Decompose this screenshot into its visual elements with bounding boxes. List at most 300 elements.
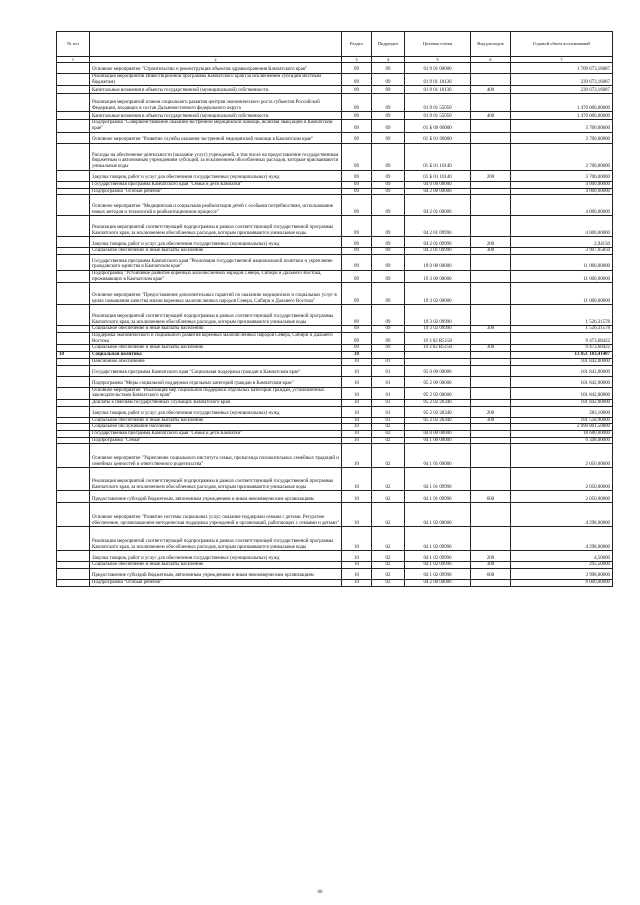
row-number bbox=[57, 333, 90, 345]
row-amount: 1 470 000,00000 bbox=[511, 94, 613, 112]
row-number bbox=[57, 580, 90, 587]
table-row bbox=[57, 248, 613, 255]
table-row bbox=[57, 376, 613, 387]
row-name: Социальное обеспечение и иные выплаты населению bbox=[90, 248, 342, 255]
row-number bbox=[57, 132, 90, 143]
row-amount: 295,50000 bbox=[511, 562, 613, 569]
page-number: 66 bbox=[317, 890, 323, 895]
row-target-article: 04 2 01 09990 bbox=[405, 248, 471, 255]
row-name: Основное мероприятие "Предоставление дополнительных гарантий по оказанию медицинских и социальных услуг в целях повышения качества жизни коренных малочисленных народов Севера, Сибири и Дальнего Востока" bbox=[90, 283, 342, 305]
row-expense-type bbox=[471, 580, 511, 587]
row-target-article: 19 3 02 R5150 bbox=[405, 333, 471, 345]
row-name: Реализация мероприятий соответствующей подпрограммы в рамках соответствующей государственной программы Камчатского края, за исключением обособленных расходов, которым присваиваются уникальные коды bbox=[90, 216, 342, 237]
row-name: Социальное обеспечение и иные выплаты населению bbox=[90, 562, 342, 569]
row-name: Предоставление субсидий бюджетным, автономным учреждениям и иным некоммерческим организациям bbox=[90, 569, 342, 580]
row-amount: 4 000,00000 bbox=[511, 216, 613, 237]
row-section: 10 bbox=[342, 387, 372, 399]
header-target: Целевая статья bbox=[405, 32, 471, 57]
row-amount: 18 680,00000 bbox=[511, 431, 613, 438]
row-number bbox=[57, 170, 90, 181]
table-row bbox=[57, 143, 613, 170]
table-row bbox=[57, 132, 613, 143]
table-row bbox=[57, 74, 613, 86]
row-expense-type bbox=[471, 94, 511, 112]
row-expense-type bbox=[471, 254, 511, 270]
row-name: Подпрограмма "Меры социальной поддержки отдельных категорий граждан в Камчатском крае" bbox=[90, 376, 342, 387]
table-row bbox=[57, 120, 613, 132]
row-name: Реализация мероприятий планов социального развития центров экономического роста субъектов Российской Федерации, входящих в состав Дальневосточного федерального округа bbox=[90, 94, 342, 112]
row-name: Закупка товаров, работ и услуг для обеспечения государственных (муниципальных) нужд bbox=[90, 406, 342, 417]
row-expense-type bbox=[471, 270, 511, 282]
row-target-article: 04 1 01 09990 bbox=[405, 468, 471, 491]
row-number bbox=[57, 94, 90, 112]
row-expense-type bbox=[471, 188, 511, 195]
row-amount: 11 000,00000 bbox=[511, 283, 613, 305]
row-section: 09 bbox=[342, 181, 372, 188]
header-expense-type: Вид расходов bbox=[471, 32, 511, 57]
row-section: 10 bbox=[342, 358, 372, 365]
column-number: 3 bbox=[342, 57, 372, 63]
row-target-article: 04 1 02 00000 bbox=[405, 503, 471, 527]
row-section: 09 bbox=[342, 132, 372, 143]
row-subsection: 02 bbox=[372, 437, 405, 444]
row-number bbox=[57, 431, 90, 438]
row-name: Капитальные вложения в объекты государственной (муниципальной) собственности bbox=[90, 86, 342, 94]
row-number bbox=[57, 305, 90, 326]
row-expense-type bbox=[471, 143, 511, 170]
row-name: Реализация мероприятий соответствующей подпрограммы в рамках соответствующей государственной программы Камчатского края, за исключением обособленных расходов, которым присваиваются уникальные коды bbox=[90, 305, 342, 326]
row-expense-type bbox=[471, 283, 511, 305]
row-name: Подпрограмма "Совершенствование оказания экстренной медицинской помощи, включая эвакуацию в Камчатском крае" bbox=[90, 120, 342, 132]
column-number: 6 bbox=[471, 57, 511, 63]
row-subsection: 01 bbox=[372, 365, 405, 376]
row-target-article: 01 9 01 55050 bbox=[405, 112, 471, 120]
row-name: Основное мероприятие "Медицинская и социальная реабилитация детей с особыми потребностями, использование новых методов и технологий в реабилитационном процессе" bbox=[90, 195, 342, 216]
row-number bbox=[57, 237, 90, 248]
table-row bbox=[57, 437, 613, 444]
row-section: 10 bbox=[342, 417, 372, 424]
row-expense-type: 200 bbox=[471, 406, 511, 417]
table-row bbox=[57, 86, 613, 94]
row-expense-type: 400 bbox=[471, 86, 511, 94]
row-expense-type bbox=[471, 181, 511, 188]
column-number: 2 bbox=[90, 57, 342, 63]
row-amount: 4,50000 bbox=[511, 551, 613, 562]
table-row bbox=[57, 358, 613, 365]
row-name: Поддержка экономического и социального развития коренных малочисленных народов Севера, Сибири и Дальнего Востока bbox=[90, 333, 342, 345]
table-row bbox=[57, 181, 613, 188]
row-amount: 2 050,00000 bbox=[511, 468, 613, 491]
row-expense-type bbox=[471, 352, 511, 359]
row-subsection: 09 bbox=[372, 345, 405, 352]
row-amount: 6 000,00000 bbox=[511, 580, 613, 587]
row-subsection: 02 bbox=[372, 424, 405, 431]
row-expense-type bbox=[471, 305, 511, 326]
row-number bbox=[57, 376, 90, 387]
row-target-article: 04 1 01 09990 bbox=[405, 491, 471, 503]
row-section: 09 bbox=[342, 326, 372, 333]
row-amount: 2 050,00000 bbox=[511, 444, 613, 468]
row-name: Государственная программа Камчатского края "Семья и дети Камчатки" bbox=[90, 181, 342, 188]
row-expense-type bbox=[471, 120, 511, 132]
row-number: 10 bbox=[57, 352, 90, 359]
table-row bbox=[57, 527, 613, 551]
row-target-article: 19 0 00 00000 bbox=[405, 254, 471, 270]
table-row bbox=[57, 170, 613, 181]
row-subsection: 09 bbox=[372, 63, 405, 74]
row-target-article: 04 2 01 09990 bbox=[405, 237, 471, 248]
row-subsection: 09 bbox=[372, 94, 405, 112]
row-subsection: 09 bbox=[372, 248, 405, 255]
row-expense-type: 300 bbox=[471, 326, 511, 333]
row-number bbox=[57, 195, 90, 216]
row-section: 09 bbox=[342, 188, 372, 195]
row-name: Основное мероприятие "Реализация мер социальной поддержки отдельных категорий граждан, установленных законодательством Камчатского края" bbox=[90, 387, 342, 399]
row-target-article: 19 3 02 09990 bbox=[405, 326, 471, 333]
row-section: 09 bbox=[342, 94, 372, 112]
row-section: 10 bbox=[342, 468, 372, 491]
row-amount: 11 000,00000 bbox=[511, 254, 613, 270]
row-amount: 3 997,05850 bbox=[511, 248, 613, 255]
row-expense-type: 200 bbox=[471, 237, 511, 248]
row-amount: 3 700,00000 bbox=[511, 132, 613, 143]
row-section: 10 bbox=[342, 562, 372, 569]
row-expense-type bbox=[471, 437, 511, 444]
row-amount: 9 473,68422 bbox=[511, 333, 613, 345]
table-row bbox=[57, 326, 613, 333]
row-expense-type bbox=[471, 358, 511, 365]
row-target-article: 05 2 02 00000 bbox=[405, 387, 471, 399]
row-number bbox=[57, 387, 90, 399]
row-subsection: 09 bbox=[372, 86, 405, 94]
row-subsection: 02 bbox=[372, 491, 405, 503]
row-subsection: 01 bbox=[372, 399, 405, 406]
row-subsection: 09 bbox=[372, 120, 405, 132]
row-subsection: 02 bbox=[372, 551, 405, 562]
row-target-article: 01 Б 01 10140 bbox=[405, 143, 471, 170]
table-row bbox=[57, 417, 613, 424]
row-expense-type bbox=[471, 444, 511, 468]
table-row bbox=[57, 580, 613, 587]
row-target-article: 04 1 02 09990 bbox=[405, 569, 471, 580]
table-row bbox=[57, 491, 613, 503]
row-expense-type bbox=[471, 365, 511, 376]
row-expense-type: 200 bbox=[471, 551, 511, 562]
row-target-article: 01 9 01 00000 bbox=[405, 63, 471, 74]
row-subsection: 09 bbox=[372, 305, 405, 326]
row-expense-type bbox=[471, 503, 511, 527]
row-section: 10 bbox=[342, 503, 372, 527]
row-amount: 9 473,68422 bbox=[511, 345, 613, 352]
row-subsection: 01 bbox=[372, 387, 405, 399]
table-row bbox=[57, 188, 613, 195]
row-amount: 2 090 801,50800 bbox=[511, 424, 613, 431]
row-target-article: 01 9 01 55050 bbox=[405, 94, 471, 112]
row-number bbox=[57, 491, 90, 503]
row-number bbox=[57, 143, 90, 170]
row-section: 09 bbox=[342, 120, 372, 132]
row-amount: 4 000,00000 bbox=[511, 181, 613, 188]
row-number bbox=[57, 527, 90, 551]
row-section: 09 bbox=[342, 283, 372, 305]
row-number bbox=[57, 188, 90, 195]
row-amount: 2,94150 bbox=[511, 237, 613, 248]
row-subsection: 09 bbox=[372, 270, 405, 282]
row-name: Социальное обеспечение и иные выплаты населению bbox=[90, 326, 342, 333]
row-number bbox=[57, 406, 90, 417]
row-subsection: 02 bbox=[372, 562, 405, 569]
header-number: № п/п bbox=[57, 32, 90, 57]
row-expense-type bbox=[471, 387, 511, 399]
row-section: 10 bbox=[342, 437, 372, 444]
table-row bbox=[57, 406, 613, 417]
row-amount: 1 526,31578 bbox=[511, 305, 613, 326]
row-target-article: 01 9 01 10130 bbox=[405, 74, 471, 86]
row-name: Реализация мероприятий соответствующей подпрограммы в рамках соответствующей государственной программы Камчатского края, за исключением обособленных расходов, которым присваиваются уникальные коды bbox=[90, 468, 342, 491]
row-name: Подпрограмма "Устойчивое развитие коренных малочисленных народов Севера, Сибири и Дальнего Востока, проживающих в Камчатском крае" bbox=[90, 270, 342, 282]
header-subsection: Подраздел bbox=[372, 32, 405, 57]
row-amount: 101 842,00000 bbox=[511, 399, 613, 406]
row-subsection: 09 bbox=[372, 333, 405, 345]
row-name: Социальное обслуживание населения bbox=[90, 424, 342, 431]
row-section: 10 bbox=[342, 352, 372, 359]
row-number bbox=[57, 551, 90, 562]
table-row bbox=[57, 237, 613, 248]
row-name: Расходы на обеспечение деятельности (оказание услуг) учреждений, в том числе на предоставление государственным бюджетным и автономным учреждениям субсидий, за исключением обособленных расходов, которым присваиваются уникальные коды bbox=[90, 143, 342, 170]
table-row bbox=[57, 431, 613, 438]
row-subsection: 09 bbox=[372, 112, 405, 120]
row-target-article: 05 2 00 00000 bbox=[405, 376, 471, 387]
row-expense-type bbox=[471, 74, 511, 86]
header-name bbox=[90, 32, 342, 57]
row-name: Закупка товаров, работ и услуг для обеспечения государственных (муниципальных) нужд bbox=[90, 237, 342, 248]
row-amount: 2 050,00000 bbox=[511, 491, 613, 503]
row-target-article: 04 1 02 09990 bbox=[405, 527, 471, 551]
row-name: Государственная программа Камчатского края "Реализация государственной национальной политики и укрепление гражданского единства в Камчатском крае" bbox=[90, 254, 342, 270]
row-number bbox=[57, 86, 90, 94]
row-subsection: 09 bbox=[372, 143, 405, 170]
row-amount: 239 673,16087 bbox=[511, 86, 613, 94]
row-target-article: 04 1 00 00000 bbox=[405, 437, 471, 444]
row-expense-type: 600 bbox=[471, 569, 511, 580]
table-row bbox=[57, 216, 613, 237]
row-amount: 3 998,00000 bbox=[511, 569, 613, 580]
row-number bbox=[57, 248, 90, 255]
row-target-article: 05 2 02 20340 bbox=[405, 399, 471, 406]
row-expense-type: 300 bbox=[471, 562, 511, 569]
row-section: 09 bbox=[342, 170, 372, 181]
row-number bbox=[57, 437, 90, 444]
row-expense-type bbox=[471, 63, 511, 74]
table-row bbox=[57, 63, 613, 74]
row-subsection: 01 bbox=[372, 417, 405, 424]
row-expense-type bbox=[471, 399, 511, 406]
row-target-article: 04 0 00 00000 bbox=[405, 181, 471, 188]
row-section: 09 bbox=[342, 195, 372, 216]
table-row bbox=[57, 444, 613, 468]
table-row bbox=[57, 569, 613, 580]
row-target-article: 01 Б 01 00000 bbox=[405, 132, 471, 143]
row-target-article bbox=[405, 424, 471, 431]
table-row bbox=[57, 551, 613, 562]
row-section: 10 bbox=[342, 365, 372, 376]
column-number: 4 bbox=[372, 57, 405, 63]
row-subsection: 09 bbox=[372, 170, 405, 181]
row-target-article: 01 Б 00 00000 bbox=[405, 120, 471, 132]
row-section: 09 bbox=[342, 305, 372, 326]
row-number bbox=[57, 74, 90, 86]
row-amount: 4 298,00000 bbox=[511, 503, 613, 527]
row-expense-type bbox=[471, 216, 511, 237]
row-expense-type bbox=[471, 424, 511, 431]
table-row bbox=[57, 387, 613, 399]
table-row bbox=[57, 195, 613, 216]
row-number bbox=[57, 562, 90, 569]
row-target-article: 04 2 00 00000 bbox=[405, 580, 471, 587]
table-row bbox=[57, 254, 613, 270]
row-name: Пенсионное обеспечение bbox=[90, 358, 342, 365]
header-section: Раздел bbox=[342, 32, 372, 57]
row-subsection: 02 bbox=[372, 580, 405, 587]
row-subsection: 09 bbox=[372, 188, 405, 195]
row-amount: 3 700,00000 bbox=[511, 120, 613, 132]
row-number bbox=[57, 424, 90, 431]
row-target-article: 05 2 02 20340 bbox=[405, 406, 471, 417]
row-subsection bbox=[372, 352, 405, 359]
header-amount: Годовой объем ассигнований bbox=[511, 32, 613, 57]
row-amount: 11 000,00000 bbox=[511, 270, 613, 282]
row-section: 10 bbox=[342, 376, 372, 387]
row-subsection: 09 bbox=[372, 195, 405, 216]
row-number bbox=[57, 112, 90, 120]
row-section: 10 bbox=[342, 491, 372, 503]
row-subsection: 09 bbox=[372, 326, 405, 333]
row-subsection: 09 bbox=[372, 216, 405, 237]
row-target-article bbox=[405, 352, 471, 359]
row-subsection: 02 bbox=[372, 468, 405, 491]
row-section: 10 bbox=[342, 580, 372, 587]
row-target-article: 04 1 02 09990 bbox=[405, 551, 471, 562]
row-amount: 239 673,16087 bbox=[511, 74, 613, 86]
table-row bbox=[57, 270, 613, 282]
row-number bbox=[57, 358, 90, 365]
row-number bbox=[57, 254, 90, 270]
row-name: Реализация мероприятий Инвестиционной программы Камчатского края (за исключением субсидий местным бюджетам) bbox=[90, 74, 342, 86]
row-expense-type: 300 bbox=[471, 248, 511, 255]
row-number bbox=[57, 399, 90, 406]
row-amount: 101 842,00000 bbox=[511, 387, 613, 399]
row-target-article: 04 2 01 00000 bbox=[405, 195, 471, 216]
table-row bbox=[57, 424, 613, 431]
row-target-article: 04 0 00 00000 bbox=[405, 431, 471, 438]
row-section: 09 bbox=[342, 74, 372, 86]
row-subsection: 09 bbox=[372, 132, 405, 143]
row-expense-type bbox=[471, 333, 511, 345]
row-target-article: 01 Б 01 10140 bbox=[405, 170, 471, 181]
row-amount: 3 700,00000 bbox=[511, 170, 613, 181]
row-section: 10 bbox=[342, 551, 372, 562]
budget-sheet bbox=[56, 31, 612, 587]
row-amount: 4 298,00000 bbox=[511, 527, 613, 551]
row-section: 10 bbox=[342, 431, 372, 438]
column-number: 1 bbox=[57, 57, 90, 63]
row-target-article: 19 3 02 00000 bbox=[405, 283, 471, 305]
row-expense-type: 300 bbox=[471, 345, 511, 352]
row-section: 09 bbox=[342, 237, 372, 248]
row-name: Капитальные вложения в объекты государственной (муниципальной) собственности bbox=[90, 112, 342, 120]
row-name: Социальное обеспечение и иные выплаты населению bbox=[90, 345, 342, 352]
row-subsection: 01 bbox=[372, 406, 405, 417]
table-row bbox=[57, 112, 613, 120]
row-subsection: 02 bbox=[372, 527, 405, 551]
row-name: Основное мероприятие "Укрепление социального института семьи, пропаганда положительных семейных традиций и семейных ценностей и ответственного родительства" bbox=[90, 444, 342, 468]
table-row bbox=[57, 345, 613, 352]
column-number: 5 bbox=[405, 57, 471, 63]
row-number bbox=[57, 345, 90, 352]
row-subsection: 02 bbox=[372, 444, 405, 468]
row-section: 09 bbox=[342, 112, 372, 120]
row-name: Закупка товаров, работ и услуг для обеспечения государственных (муниципальных) нужд bbox=[90, 551, 342, 562]
row-target-article: 19 3 00 00000 bbox=[405, 270, 471, 282]
row-number bbox=[57, 283, 90, 305]
row-target-article: 05 0 00 00000 bbox=[405, 365, 471, 376]
row-section: 10 bbox=[342, 527, 372, 551]
row-number bbox=[57, 468, 90, 491]
table-row bbox=[57, 94, 613, 112]
row-name: Основное мероприятие "Строительство и реконструкция объектов здравоохранения Камчатского края" bbox=[90, 63, 342, 74]
row-name: Закупка товаров, работ и услуг для обеспечения государственных (муниципальных) нужд bbox=[90, 170, 342, 181]
row-amount: 13 851 183,41487 bbox=[511, 352, 613, 359]
row-subsection: 01 bbox=[372, 358, 405, 365]
row-number bbox=[57, 444, 90, 468]
row-name: Государственная программа Камчатского края "Социальная поддержка граждан в Камчатском крае" bbox=[90, 365, 342, 376]
row-subsection: 09 bbox=[372, 74, 405, 86]
row-amount: 101 842,00000 bbox=[511, 365, 613, 376]
table-row bbox=[57, 352, 613, 359]
row-target-article: 04 2 01 09990 bbox=[405, 216, 471, 237]
row-amount: 4 000,00000 bbox=[511, 195, 613, 216]
row-subsection: 02 bbox=[372, 503, 405, 527]
row-section: 09 bbox=[342, 63, 372, 74]
row-name: Подпрограмма "Особый ребенок" bbox=[90, 188, 342, 195]
row-name: Основное мероприятие "Развитие службы оказания экстренной медицинской помощи в Камчатском крае" bbox=[90, 132, 342, 143]
row-amount: 101 842,00000 bbox=[511, 376, 613, 387]
row-section: 09 bbox=[342, 86, 372, 94]
row-section: 09 bbox=[342, 270, 372, 282]
row-amount: 101 842,00000 bbox=[511, 358, 613, 365]
table-row bbox=[57, 365, 613, 376]
column-number: 7 bbox=[511, 57, 613, 63]
row-amount: 3 700,00000 bbox=[511, 143, 613, 170]
row-subsection: 02 bbox=[372, 431, 405, 438]
header-row bbox=[57, 32, 613, 57]
row-section: 10 bbox=[342, 399, 372, 406]
row-number bbox=[57, 417, 90, 424]
row-target-article: 19 3 02 R5150 bbox=[405, 345, 471, 352]
row-name: Подпрограмма "Особый ребенок" bbox=[90, 580, 342, 587]
table-row bbox=[57, 283, 613, 305]
row-target-article: 05 2 02 20340 bbox=[405, 417, 471, 424]
row-number bbox=[57, 181, 90, 188]
table-row bbox=[57, 333, 613, 345]
row-target-article: 01 9 01 10130 bbox=[405, 86, 471, 94]
row-section: 09 bbox=[342, 333, 372, 345]
row-expense-type: 400 bbox=[471, 112, 511, 120]
table-row bbox=[57, 399, 613, 406]
row-expense-type bbox=[471, 376, 511, 387]
row-subsection: 09 bbox=[372, 237, 405, 248]
row-amount: 4 000,00000 bbox=[511, 188, 613, 195]
